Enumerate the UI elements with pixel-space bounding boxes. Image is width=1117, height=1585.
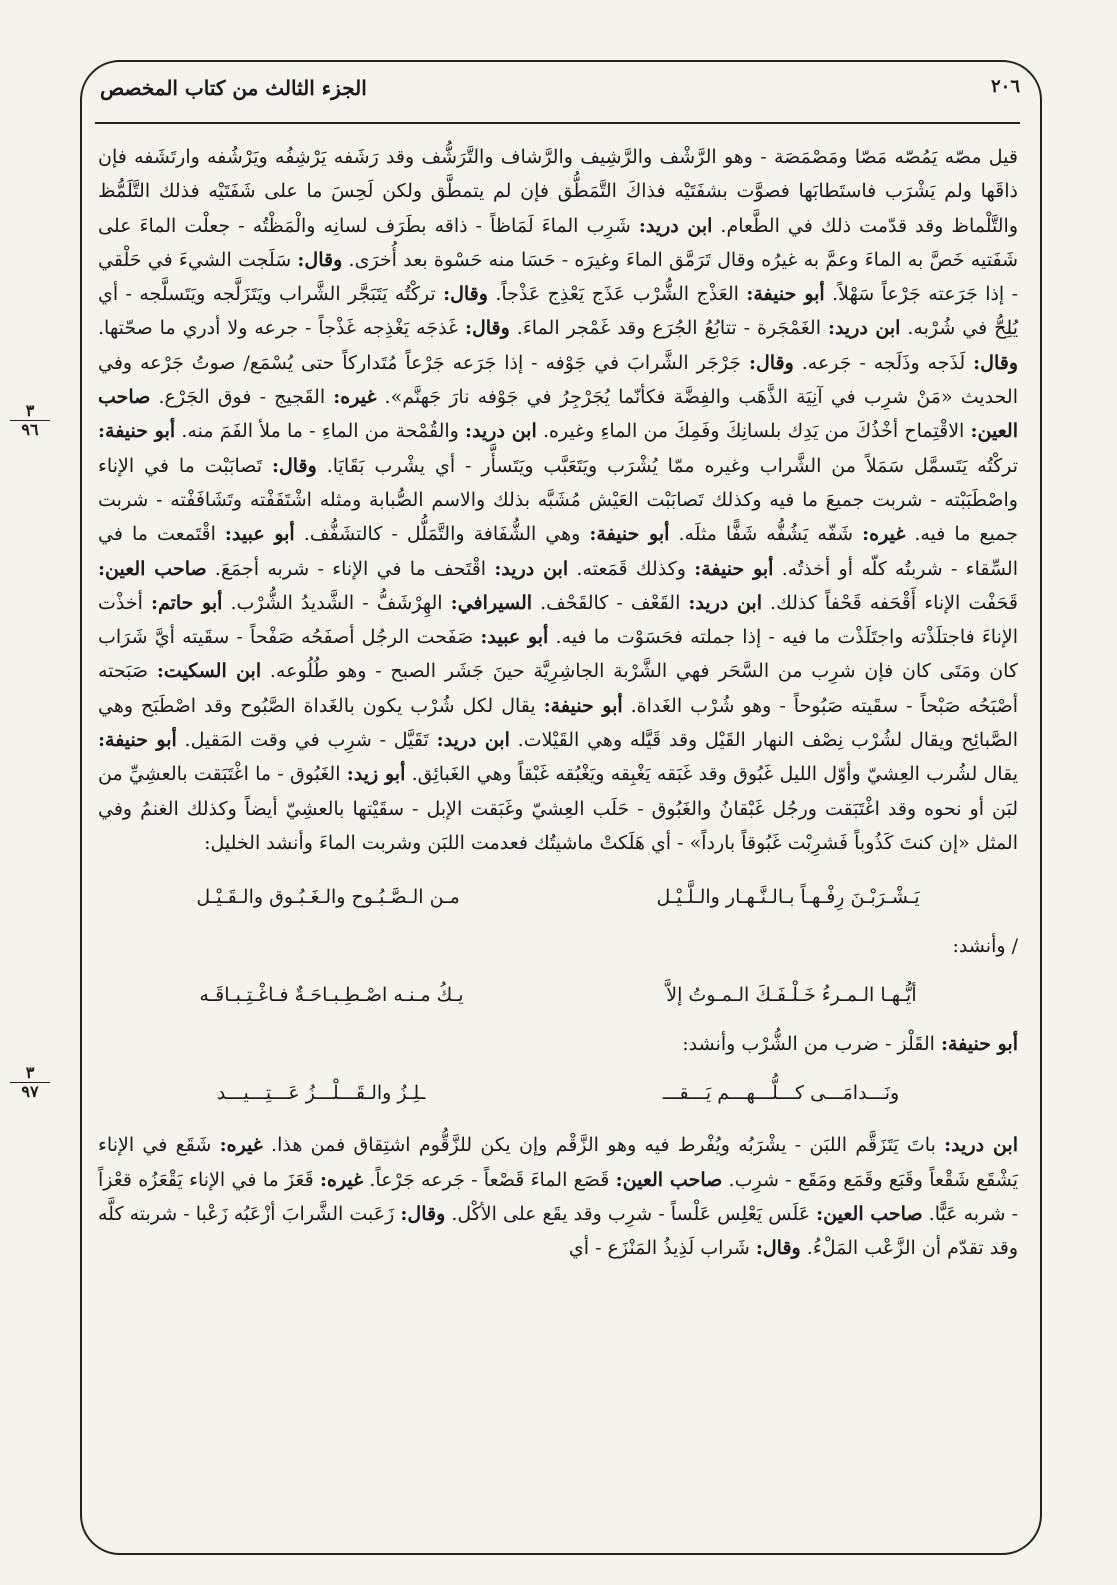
text-run: شَرِب الماءَ لَمَاظاً - ذاقه بطَرَف لسانِه والْمَظْتُه - جعلْت الماءَ على شَفَتيه خَصَّ به الماءَ وعمَّ به غيرُه وقال تَرَمَّق الماءَ وغيرَه - حَسَا منه حَسْوة بعد أُخرَى.: [98, 214, 1018, 271]
margin-page-ref: [10, 1064, 50, 1101]
speaker-label: غيره:: [862, 523, 906, 546]
speaker-label: صاحب العين:: [98, 386, 1018, 443]
speaker-label: ابن دريد:: [944, 1134, 1018, 1157]
text-run: شَراب لَذِيذُ المَنْزَع - أي: [568, 1237, 756, 1260]
speaker-label: أبو عبيد:: [224, 523, 295, 546]
speaker-label: وقال:: [748, 351, 794, 374]
speaker-label: أبو حنيفة:: [589, 523, 670, 546]
text-run: وكذلك قَمَعته.: [568, 557, 695, 580]
text-run: لَذَجه وذَلَجه - جَرعه.: [793, 351, 974, 374]
speaker-label: وقال:: [973, 351, 1018, 374]
text-run: صَبَحته أصْبَحُه صَبْحاً - سقَيته صَبُوحاً - وهو شُرْب الغَداة.: [98, 660, 1018, 717]
text-run: غَذجَه يَغْذِجه غَذْجاً - جرعه ولا أدري ما صحّتها.: [98, 317, 465, 340]
speaker-label: أبو حنيفة:: [98, 420, 176, 443]
verse-line: [98, 870, 1018, 924]
verse-intro: / وأنشد:: [952, 935, 1018, 958]
text-run: قَصَع الماءَ قَصْعاً - جَرعه جَرْعاً.: [363, 1168, 616, 1191]
speaker-label: غيره:: [333, 386, 377, 409]
speaker-label: صاحب العين:: [615, 1168, 723, 1191]
text-run: باتَ يَتَزَقَّم اللبَن - يشْرَبُه ويُفْرط فيه وهو الزَّقْم وإن يكن للزَّقُّوم اشتِقاق فمن هذا.: [262, 1134, 945, 1157]
margin-ref-volume: ٣: [25, 1063, 35, 1082]
verse-intro: [98, 1022, 1018, 1066]
text-run: القَجيج - فوق الجَرْع.: [150, 386, 334, 409]
speaker-label: وقال:: [755, 1237, 801, 1260]
main-text: [98, 140, 1018, 1265]
text-run: قَعَزَ ما في الإناء يَقْعَزُه قعْزاً - شربه عَبًّا.: [98, 1168, 1018, 1225]
text-run: اقْتَحف ما في الإناء - شربه أجمَعَ.: [206, 557, 495, 580]
text-run: شَفّه يَشُفُّه شَفًّا مثلَه.: [669, 523, 863, 546]
speaker-label: وقال:: [443, 283, 488, 306]
text-run: قيل مصّه يَمُصّه مَصّا ومَصْمَصَة - وهو الرَّشْف والرَّشِيف والرَّشاف والتَّرَشُّف وقد رَشَفه يَرْشِفُه ويَرْشُفه وارتَشَفه فإن ذاقَها ولم يَشْرَب فاستَطابَها فصوَّت بشفَتَيْه فذاكَ التَّمَطُّق فإن لم يتمطَّق ولكن لَحِسَ ما على شَفَتَيْه فذلك التَّلَمُّظ والتَّلْماظ وقد قدّمت ذلك في الطَّعام.: [98, 146, 1018, 237]
verse-second-hemistich: يـكُ مـنـه اصْـطِـبـاحَـةٌ فـاغْـتِـبـاقَـه: [199, 984, 464, 1007]
verse-line: [98, 1066, 1018, 1120]
text-run: تركْتُه يَتَبَجَّر الشَّراب ويَتَزَلَّجه ويَتَسلَّجه - أي يُلِحُّ في شُرْبه.: [98, 283, 1018, 340]
text-run: الاقْتِماح أخْذُكَ من يَدِك بلسانِكَ وفَمِكَ من الماءِ وغيره.: [536, 420, 971, 443]
paragraph: [98, 1128, 1018, 1265]
speaker-label: أبو حنيفة:: [694, 557, 774, 580]
speaker-label: صاحب العين:: [98, 557, 207, 580]
margin-page-ref: [10, 402, 50, 439]
margin-ref-page: ٩٦: [10, 420, 50, 439]
speaker-label: ابن دريد:: [688, 591, 762, 614]
text-run: جَرْجَر الشَّرابَ في جَوْفه - إذا جَرَعه جَرْعاً مُتَداركاً حتى يُسْمَع/ صوتُ جَرْعه وفي الحديث «مَنْ شرِب في آنِيَة الذَّهَب والفِضَّة فكأنّما يُجَرْجِرُ في جَوْفه نارَ جَهنَّم».: [98, 351, 1018, 409]
text-run: تركْتُه يَتَسمَّل سَمَلاً من الشَّراب وغيره ممّا يُشْرَب ويَتَعَبَّب ويَتَسأَّر - أي يشْرب بَقَايَا.: [316, 454, 1019, 477]
speaker-label: وقال:: [464, 317, 510, 340]
page-header: [100, 72, 1020, 112]
speaker-label: وقال:: [400, 1202, 446, 1225]
speaker-label: السيرافي:: [450, 591, 533, 614]
speaker-label: أبو عبيد:: [480, 626, 549, 649]
speaker-label: غيره:: [219, 1134, 263, 1157]
text-run: تَقَيَّل - شرِب في وقت المَقيل.: [176, 729, 437, 752]
paragraph: [98, 140, 1018, 860]
text-run: الهِرْشَفُّ - الشَّديدُ الشُّرْب.: [222, 591, 451, 614]
speaker-label: أبو حنيفة:: [746, 283, 825, 306]
text-run: سَلَجت الشيءَ في حَلْقي - إذا جَرَعته جَرْعاً سَهْلاً.: [98, 248, 1019, 306]
text-run: عَلَس يَعْلِس عَلْساً - شرِب وقد يقَع على الأكْل.: [445, 1202, 817, 1225]
header-divider: [95, 122, 1020, 124]
speaker-label: ابن دريد:: [465, 420, 537, 443]
speaker-label: وقال:: [271, 454, 317, 477]
speaker-label: أبو زيد:: [346, 763, 406, 786]
text-run: اقْتَمعت ما في السِّقاء - شربتُه كلّه أو أخذتُه.: [98, 523, 1018, 580]
verse-second-hemistich: مـن الـصَّـبُـوح والـغَـبُـوق والـقَـيْـل: [196, 886, 460, 909]
text-run: يقال لشُرب العِشيّ وأوّل الليل غَبُوق وقد غَبَقه يَغْبِقه ويَغْبُقه غَبْقاً وهي الغَبائِق.: [405, 763, 1018, 786]
text-run: الغَمْجَرة - تتابُعُ الجُرَع وقد غَمْجر الماءَ.: [509, 317, 828, 340]
verse-first-hemistich: ونَـــدامَـــى كـــلُّـــهـــم يَـــقـــ: [662, 1082, 900, 1105]
text-run: زَعَبت الشَّرابَ أزْعَبُه زَعْبا - شربته كلَّه وقد تقدّم أن الزَّعْب المَلْءُ.: [98, 1202, 1018, 1260]
text-run: القَعْف - كالقَحْف.: [532, 591, 689, 614]
text-run: يقال لكل شُرْب يكون بالغَداة الصَّبُوح وقد اصْطَبَح وهي الصَّبائِح ويقال لشُرْب نِصْف النهار القَيْل وقد قَيَّله وهي القَيْلات.: [98, 694, 1018, 752]
text-run: شَقَع في الإناء يَشْقَع شَقْعاً وقَبَع وقَمَع ومَقَع - شرِب.: [98, 1134, 1018, 1191]
text-run: القَلْز - ضرب من الشُّرْب وأنشد:: [682, 1033, 941, 1056]
speaker-label: أبو حنيفة:: [543, 694, 623, 717]
margin-ref-page: ٩٧: [10, 1082, 50, 1101]
text-run: تَصابَبْت ما في الإناء واصْطَبَبْته - شربت جميعَ ما فيه وكذلك تَصابَبْت العَيْش مُشَبَّه بذلك والاسم الصُّبابة ومثله اشْتَفَفْته وتَشَافَفْته - شربت جميع ما فيه.: [98, 454, 1018, 546]
speaker-label: غيره:: [319, 1168, 364, 1191]
text-run: والقُمْحة من الماءِ - ما ملأ الفَمَ منه.: [175, 420, 466, 443]
verse-first-hemistich: أيُّـهـا الـمـرءُ خَـلْـفَـكَ الـمـوتُ إلاَّ: [666, 984, 917, 1007]
speaker-label: أبو حنيفة:: [940, 1033, 1018, 1056]
speaker-label: ابن دريد:: [494, 557, 569, 580]
speaker-label: ابن دريد:: [827, 317, 901, 340]
text-run: وهي الشُّفَافة والتَّمَلُّل - كالتشَفُّف.: [294, 523, 590, 546]
speaker-label: ابن دريد:: [436, 729, 510, 752]
speaker-label: أبو حاتم:: [150, 591, 223, 614]
poetry-block: [98, 870, 1018, 1120]
margin-ref-volume: ٣: [25, 401, 35, 420]
speaker-label: ابن دريد:: [638, 214, 713, 237]
verse-second-hemistich: ـلِـزُ والـقَـــلْـــزُ عَـــتِـــيـــد: [216, 1082, 426, 1105]
speaker-label: وقال:: [297, 248, 343, 271]
speaker-label: ابن السكيت:: [156, 660, 262, 683]
speaker-label: صاحب العين:: [816, 1202, 923, 1225]
text-run: صَفَحت الرجُل أصفَحُه صَفْحاً - سقَيته أيَّ شَرَاب كان ومَتَى كان فإن شرِب من السَّحَر فهي الشَّرْبة الجاشِرِيَّة حينَ جَشَر الصبح - وهو طُلُوعه.: [98, 626, 1019, 683]
running-title: الجزء الثالث من كتاب المخصص: [100, 76, 367, 100]
verse-line: [98, 968, 1018, 1022]
text-run: العَذْج الشُّرْب عَذَج يَعْذِج عَذْجاً.: [487, 283, 747, 306]
verse-first-hemistich: يَـشْـرَبْـنَ رِفْـهـاً بـالـنَّـهـار والـلَّـيْـل: [656, 886, 920, 909]
text-run: قَحَفْت الإناء أَقْحَفه قَحْفاً كذلك.: [761, 591, 1018, 614]
text-run: الغَبُوق - ما اغْتَبَقت بالعشِيِّ من لبَن أو نحوه وقد اغْتَبَقت ورجُل غَبْقانُ والغَبُوق - حَلَب العِشيّ وغَبَقت الإبل - سقَيْتها بالعشِيّ أيضاً وكذلك الغنمُ وفي المثل «إن كنتَ كَذُوباً فَشرِبْت غَبُوقاً بارداً» - أي هَلَكتْ ماشيتُك فعدمت اللبَن وشربت الماءَ وأنشد الخليل:: [98, 763, 1018, 854]
speaker-label: أبو حنيفة:: [98, 729, 177, 752]
page-number: ٢٠٦: [990, 76, 1020, 97]
text-run: أخذْت الإناءَ فاجتلَذْته واجتَلَذْت ما فيه - إذا جملته فحَسَوْت ما فيه.: [98, 591, 1018, 649]
